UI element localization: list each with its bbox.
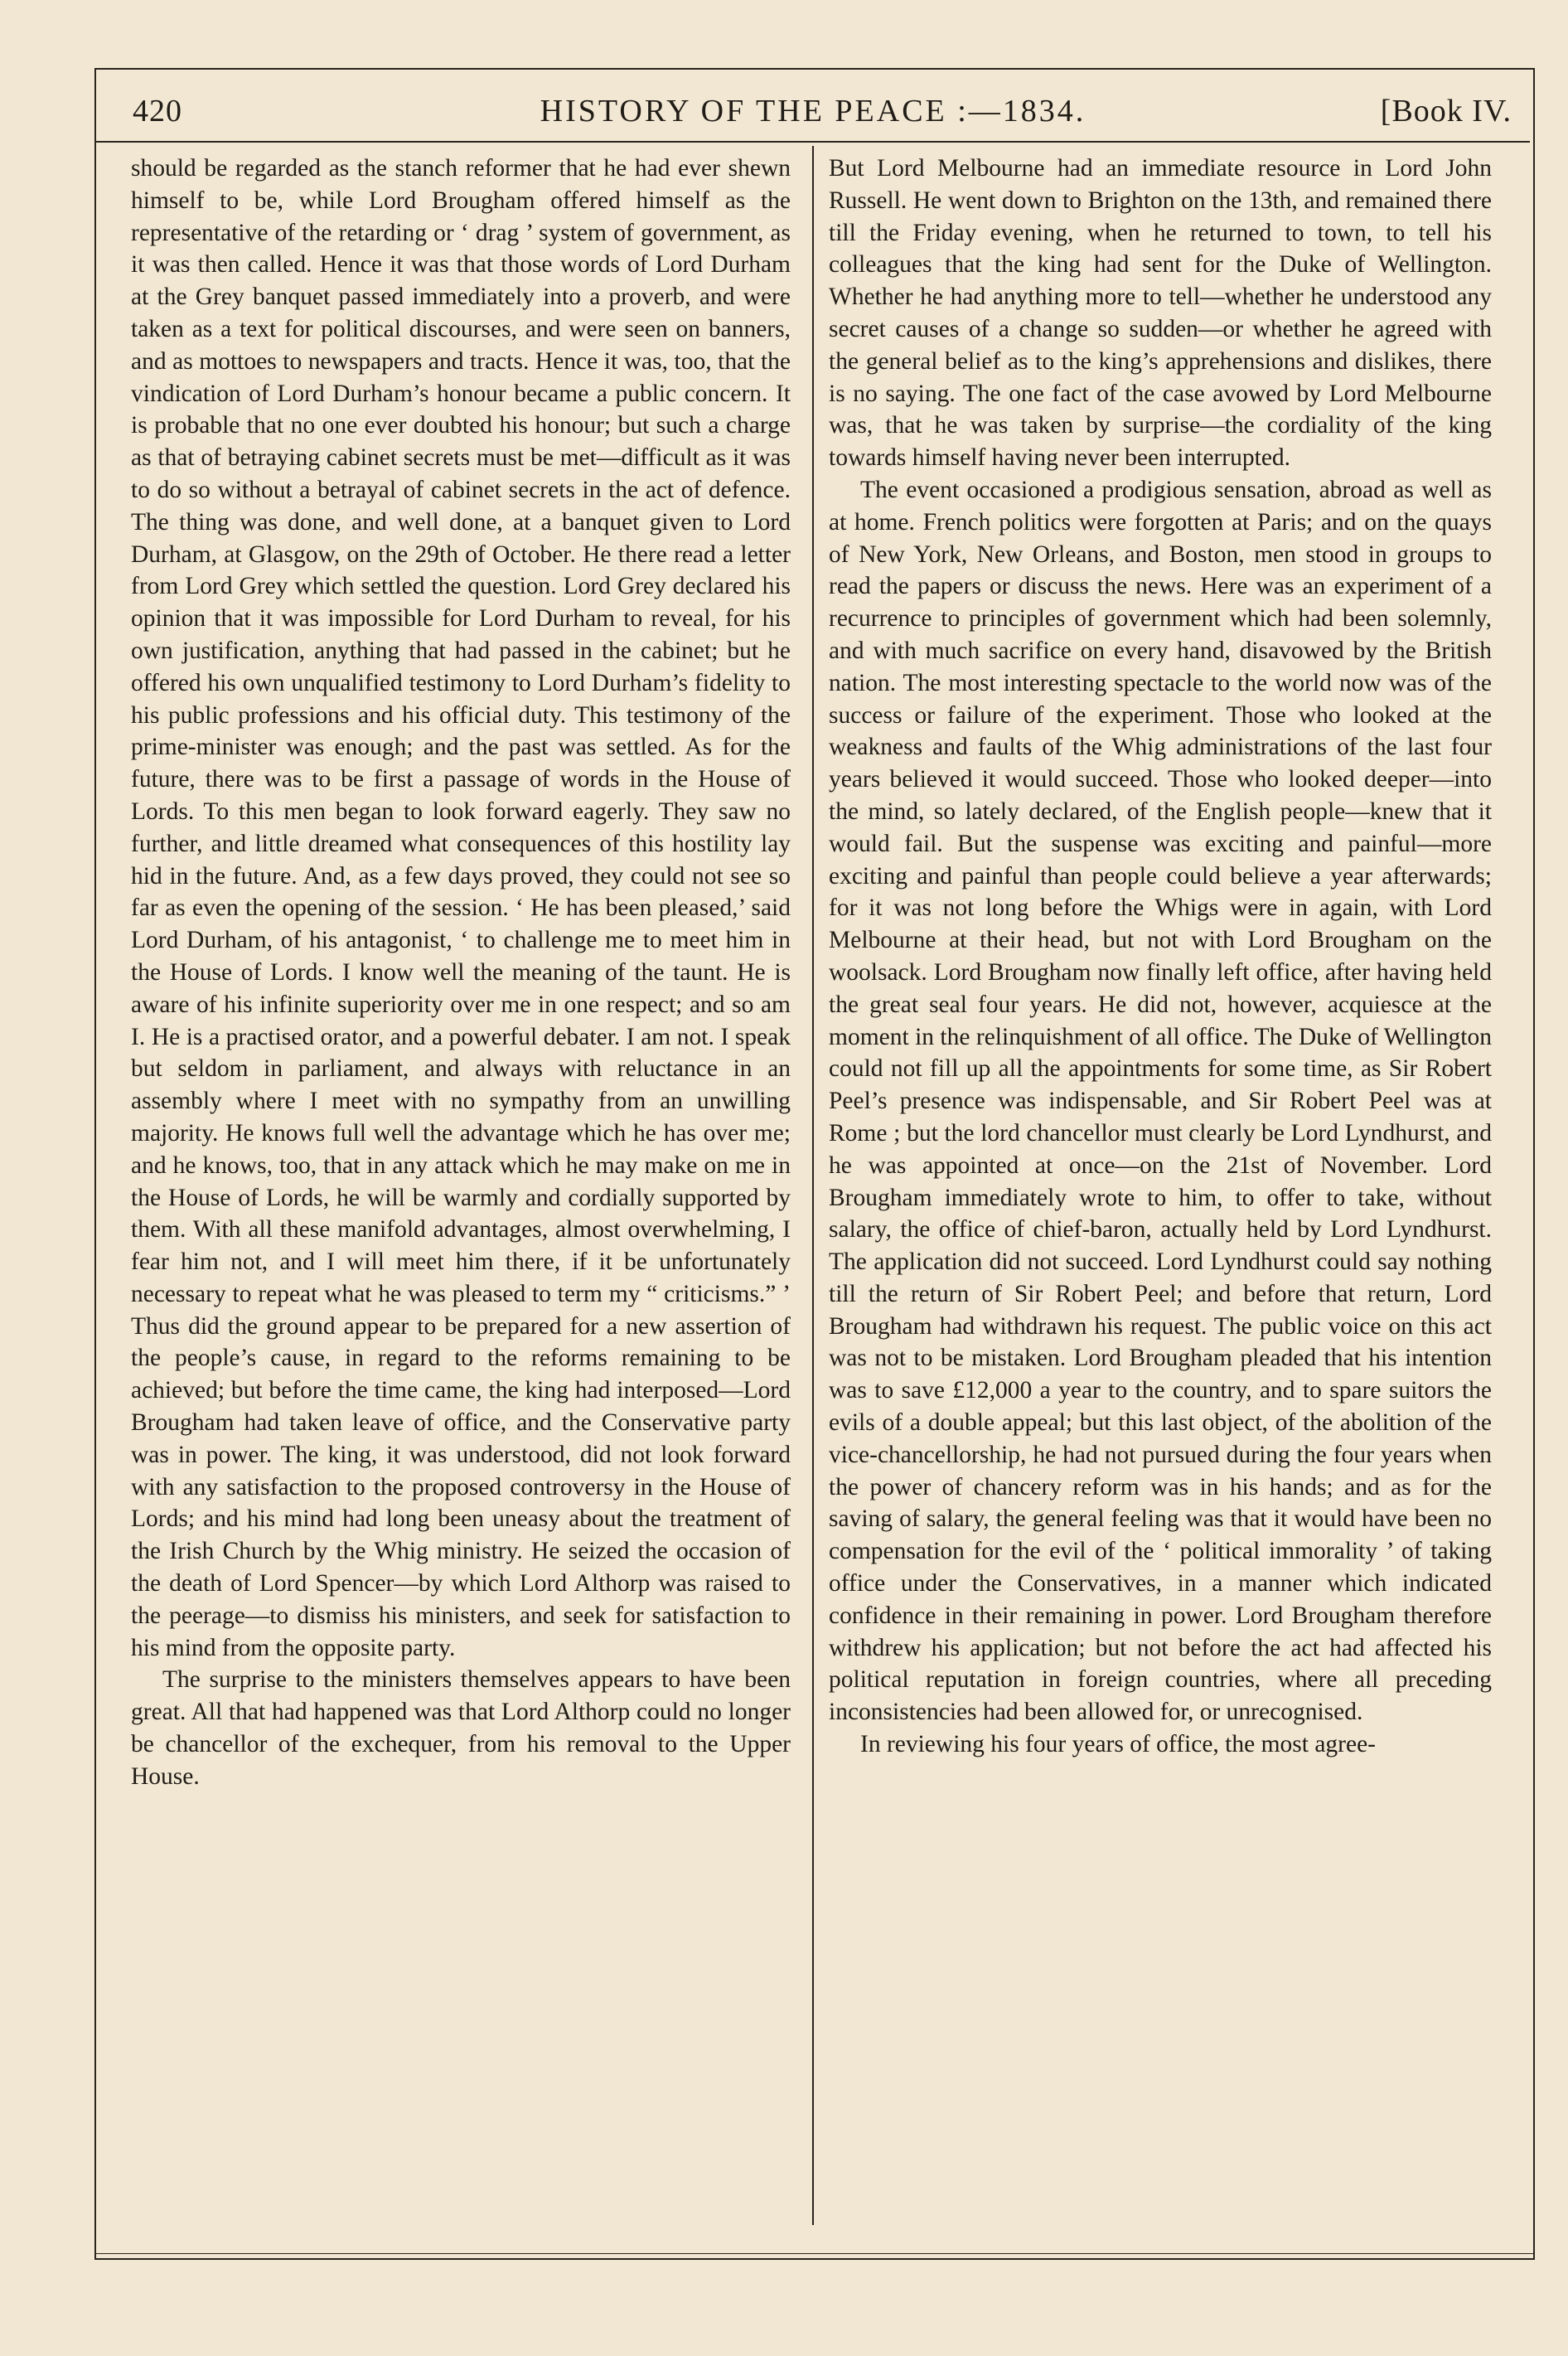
header-rule	[96, 141, 1530, 143]
running-header	[96, 85, 1530, 138]
paragraph: But Lord Melbourne had an immediate resource in Lord John Russell. He went down to Brighton on the 13th, and remained there till the Friday evening, when he returned to town, to tell his colleagues that the king had sent for the Duke of Wellington. Whether he had anything more to tell—whether he understood any secret causes of a change so sudden—or whether he agreed with the general belief as to the king’s apprehensions and dislikes, there is no saying. The one fact of the case avowed by Lord Melbourne was, that he was taken by surprise—the cordiality of the king towards himself having never been interrupted.	[829, 155, 1492, 472]
left-column	[131, 153, 791, 2233]
paragraph: should be regarded as the stanch reformer that he had ever shewn himself to be, while Lord Brougham offered himself as the representative of the retarding or ‘ drag ’ system of government, as it was then called. Hence it was that those words of Lord Durham at the Grey banquet passed immediately into a proverb, and were taken as a text for political discourses, and were seen on banners, and as mottoes to newspapers and tracts. Hence it was, too, that the vindication of Lord Durham’s honour became a public concern. It is probable that no one ever doubted his honour; but such a charge as that of betraying cabinet secrets must be met—difficult as it was to do so without a betrayal of cabinet secrets in the act of defence. The thing was done, and well done, at a banquet given to Lord Durham, at Glasgow, on the 29th of October. He there read a letter from Lord Grey which settled the question. Lord Grey declared his opinion that it was impossible for Lord Durham to reveal, for his own justification, anything that had passed in the cabinet; but he offered his own unqualified testimony to Lord Durham’s fidelity to his public professions and his official duty. This testimony of the prime-minister was enough; and the past was settled. As for the future, there was to be first a passage of words in the House of Lords. To this men began to look forward eagerly. They saw no further, and little dreamed what consequences of this hostility lay hid in the future. And, as a few days proved, they could not see so far as even the opening of the session. ‘ He has been pleased,’ said Lord Durham, of his antagonist, ‘ to challenge me to meet him in the House of Lords. I know well the meaning of the taunt. He is aware of his infinite superiority over me in one respect; and so am I. He is a practised orator, and a powerful debater. I am not. I speak but seldom in parliament, and always with reluctance in an assembly where I meet with no sympathy from an unwilling majority. He knows full well the advantage which he has over me; and he knows, too, that in any attack which he may make on me in the House of Lords, he will be warmly and cordially supported by them. With all these manifold advantages, almost overwhelming, I fear him not, and I will meet him there, if it be unfortunately necessary to repeat what he was pleased to term my “ criticisms.” ’ Thus did the ground appear to be prepared for a new assertion of the people’s cause, in regard to the reforms remaining to be achieved; but before the time came, the king had interposed—Lord Brougham had taken leave of office, and the Conservative party was in power. The king, it was understood, did not look forward with any satisfaction to the proposed controversy in the House of Lords; and his mind had long been uneasy about the treatment of the Irish Church by the Whig ministry. He seized the occasion of the death of Lord Spencer—by which Lord Althorp was raised to the peerage—to dismiss his ministers, and seek for satisfaction to his mind from the opposite party.	[131, 155, 791, 1661]
book-label: [Book IV.	[1380, 94, 1512, 128]
bottom-rule	[94, 2253, 1535, 2254]
paragraph: The event occasioned a prodigious sensation, abroad as well as at home. French politics were forgotten at Paris; and on the quays of New York, New Orleans, and Boston, men stood in groups to read the papers or discuss the news. Here was an experiment of a recurrence to principles of government which had been solemnly, and with much sacrifice on every hand, disavowed by the British nation. The most interesting spectacle to the world now was of the success or failure of the experiment. Those who looked at the weakness and faults of the Whig administrations of the last four years believed it would succeed. Those who looked deeper—into the mind, so lately declared, of the English people—knew that it would fail. But the suspense was exciting and painful—more exciting and painful than people could believe a year afterwards; for it was not long before the Whigs were in again, with Lord Melbourne at their head, but not with Lord Brougham on the woolsack. Lord Brougham now finally left office, after having held the great seal four years. He did not, however, acquiesce at the moment in the relinquishment of all office. The Duke of Wellington could not fill up all the appointments for some time, as Sir Robert Peel’s presence was indispensable, and Sir Robert Peel was at Rome ; but the lord chancellor must clearly be Lord Lyndhurst, and he was appointed at once—on the 21st of November. Lord Brougham immediately wrote to him, to offer to take, without salary, the office of chief-baron, actually held by Lord Lyndhurst. The application did not succeed. Lord Lyndhurst could say nothing till the return of Sir Robert Peel; and before that return, Lord Brougham had withdrawn his request. The public voice on this act was not to be mistaken. Lord Brougham pleaded that his intention was to save £12,000 a year to the country, and to spare suitors the evils of a double appeal; but this last object, of the abolition of the vice-chancellorship, he had not pursued during the four years when the power of chancery reform was in his hands; and as for the saving of salary, the general feeling was that it would have been no compensation for the evil of the ‘ political immorality ’ of taking office under the Conservatives, in a manner which indicated confidence in their remaining in power. Lord Brougham therefore withdrew his application; but not before the act had affected his political reputation in foreign countries, where all preceding inconsistencies had been allowed for, or unrecognised.	[829, 476, 1492, 1726]
page-number: 420	[133, 94, 182, 128]
paragraph: In reviewing his four years of office, the most agree-	[860, 1731, 1377, 1758]
paragraph: The surprise to the ministers themselves appears to have been great. All that had happened was that Lord Althorp could no longer be chancellor of the exchequer, from his removal to the Upper House.	[131, 1666, 791, 1790]
column-divider	[812, 146, 814, 2225]
right-column	[829, 153, 1492, 2233]
running-title: HISTORY OF THE PEACE :—1834.	[540, 94, 1086, 128]
